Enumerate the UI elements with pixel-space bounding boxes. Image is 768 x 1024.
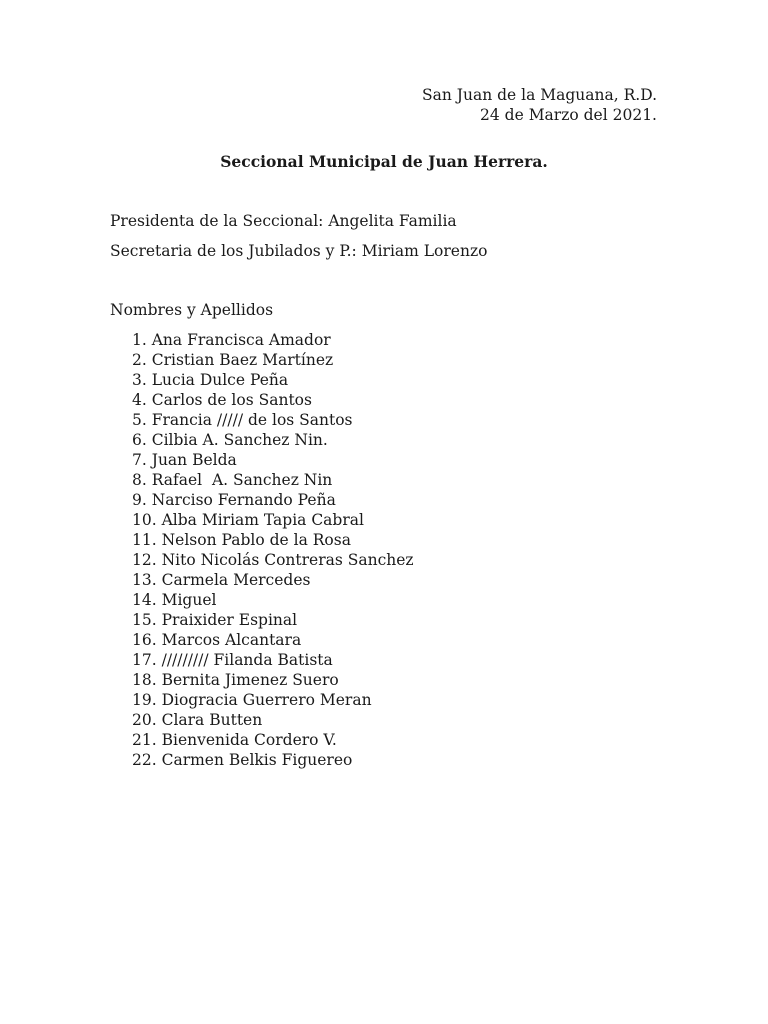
president-line: Presidenta de la Seccional: Angelita Familia (110, 212, 457, 230)
item-number: 3. (132, 371, 147, 389)
list-item (132, 510, 414, 530)
item-number: 19. (132, 691, 157, 709)
item-name: Rafael A. Sanchez Nin (151, 471, 333, 489)
item-number: 5. (132, 411, 147, 429)
item-number: 21. (132, 731, 157, 749)
item-name: Marcos Alcantara (161, 631, 302, 649)
names-list (132, 330, 414, 770)
item-number: 14. (132, 591, 157, 609)
item-number: 16. (132, 631, 157, 649)
item-number: 7. (132, 451, 147, 469)
header-date: 24 de Marzo del 2021. (480, 106, 657, 124)
item-name: Cilbia A. Sanchez Nin. (151, 431, 328, 449)
header-place: San Juan de la Maguana, R.D. (422, 86, 657, 104)
list-item (132, 330, 414, 350)
item-name: Praixider Espinal (161, 611, 298, 629)
item-number: 17. (132, 651, 157, 669)
item-number: 8. (132, 471, 147, 489)
list-item (132, 390, 414, 410)
item-number: 9. (132, 491, 147, 509)
item-name: Narciso Fernando Peña (151, 491, 336, 509)
item-name: Miguel (161, 591, 217, 609)
list-item (132, 430, 414, 450)
item-number: 10. (132, 511, 157, 529)
list-item (132, 570, 414, 590)
item-number: 12. (132, 551, 157, 569)
list-item (132, 630, 414, 650)
secretary-line: Secretaria de los Jubilados y P.: Miriam Lorenzo (110, 242, 488, 260)
item-name: Nito Nicolás Contreras Sanchez (161, 551, 414, 569)
item-number: 1. (132, 331, 147, 349)
list-item (132, 450, 414, 470)
item-number: 13. (132, 571, 157, 589)
item-name: Francia ///// de los Santos (151, 411, 353, 429)
list-item (132, 670, 414, 690)
list-item (132, 470, 414, 490)
item-number: 20. (132, 711, 157, 729)
item-number: 22. (132, 751, 157, 769)
list-heading: Nombres y Apellidos (110, 301, 274, 319)
list-item (132, 610, 414, 630)
list-item (132, 410, 414, 430)
list-item (132, 750, 414, 770)
item-number: 11. (132, 531, 157, 549)
list-item (132, 730, 414, 750)
list-item (132, 550, 414, 570)
item-number: 18. (132, 671, 157, 689)
item-number: 4. (132, 391, 147, 409)
item-name: Nelson Pablo de la Rosa (161, 531, 351, 549)
item-name: Lucia Dulce Peña (151, 371, 289, 389)
list-item (132, 690, 414, 710)
item-name: Carmela Mercedes (161, 571, 311, 589)
item-name: ///////// Filanda Batista (161, 651, 333, 669)
item-name: Bienvenida Cordero V. (161, 731, 337, 749)
item-name: Bernita Jimenez Suero (161, 671, 339, 689)
header-block (422, 85, 657, 125)
document-title: Seccional Municipal de Juan Herrera. (220, 152, 548, 171)
item-name: Alba Miriam Tapia Cabral (161, 511, 364, 529)
list-item (132, 370, 414, 390)
list-item (132, 650, 414, 670)
list-item (132, 710, 414, 730)
item-name: Juan Belda (151, 451, 237, 469)
item-number: 2. (132, 351, 147, 369)
item-name: Carlos de los Santos (151, 391, 312, 409)
item-number: 6. (132, 431, 147, 449)
item-name: Clara Butten (161, 711, 263, 729)
item-number: 15. (132, 611, 157, 629)
list-item (132, 530, 414, 550)
item-name: Diogracia Guerrero Meran (161, 691, 372, 709)
list-item (132, 590, 414, 610)
list-item (132, 350, 414, 370)
item-name: Carmen Belkis Figuereo (161, 751, 353, 769)
list-item (132, 490, 414, 510)
item-name: Cristian Baez Martínez (151, 351, 334, 369)
item-name: Ana Francisca Amador (151, 331, 331, 349)
